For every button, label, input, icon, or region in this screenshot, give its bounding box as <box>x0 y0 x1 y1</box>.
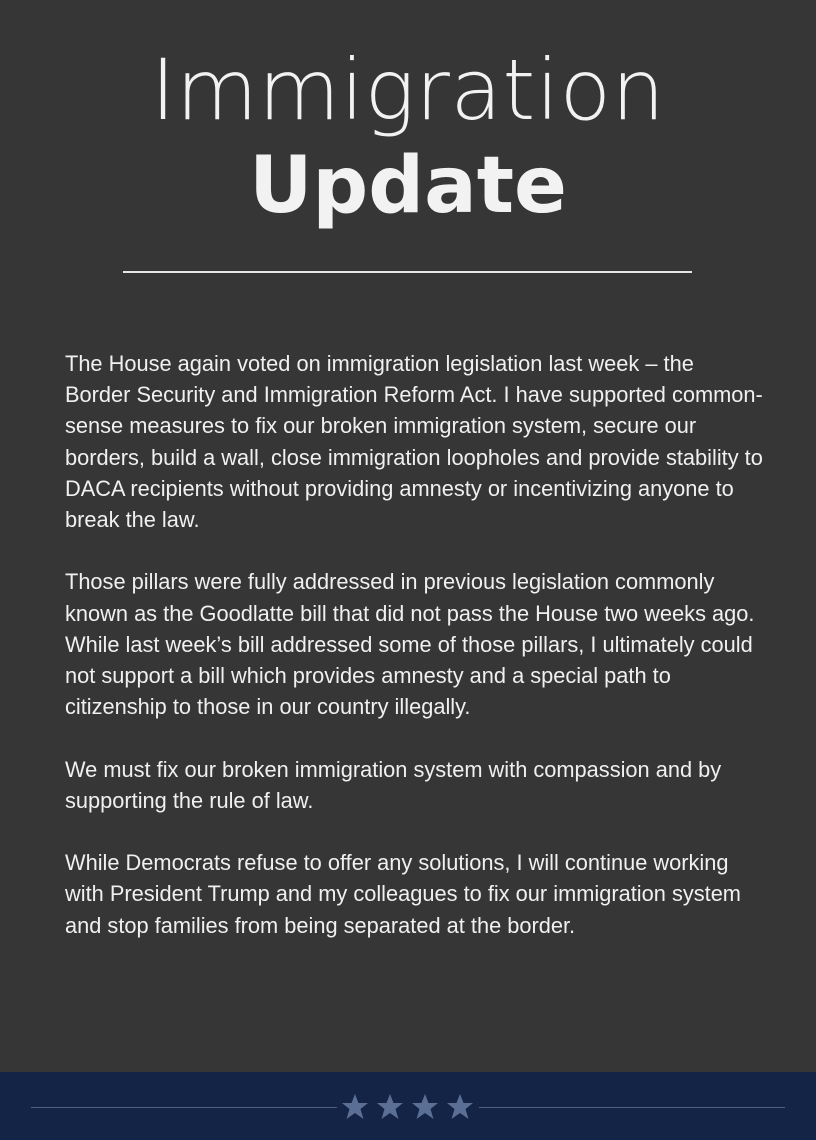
star-icon <box>342 1094 368 1119</box>
title-line-immigration: Immigration <box>150 41 666 139</box>
title-divider <box>123 271 692 273</box>
paragraph-3: We must fix our broken immigration system with compassion and by supporting the rule of law. <box>65 756 722 813</box>
page-title <box>0 40 816 230</box>
paragraph-4: While Democrats refuse to offer any solutions, I will continue working with President Trump and my colleagues to fix our immigration system and stop families from being separated at the border. <box>65 850 741 938</box>
stars-ornament <box>337 1088 479 1128</box>
footer-divider-left <box>31 1107 337 1108</box>
footer-banner <box>0 1072 816 1140</box>
stars-icon <box>337 1088 479 1128</box>
article-body <box>65 348 765 972</box>
paragraph-2: Those pillars were fully addressed in previous legislation commonly known as the Goodlatte bill that did not pass the House two weeks ago. While last week’s bill addressed some of those pillars, I ultimately could not support a bill which provides amnesty and a special path to citizenship to those in our country illegally. <box>65 569 755 720</box>
paragraph-1: The House again voted on immigration legislation last week – the Border Security and Immigration Reform Act. I have supported common-sense measures to fix our broken immigration system, secure our borders, build a wall, close immigration loopholes and provide stability to DACA recipients without providing amnesty or incentivizing anyone to break the law. <box>65 351 763 533</box>
star-icon <box>412 1094 438 1119</box>
star-icon <box>447 1094 473 1119</box>
star-icon <box>377 1094 403 1119</box>
footer-divider-right <box>479 1107 785 1108</box>
title-line-update: Update <box>249 141 567 231</box>
